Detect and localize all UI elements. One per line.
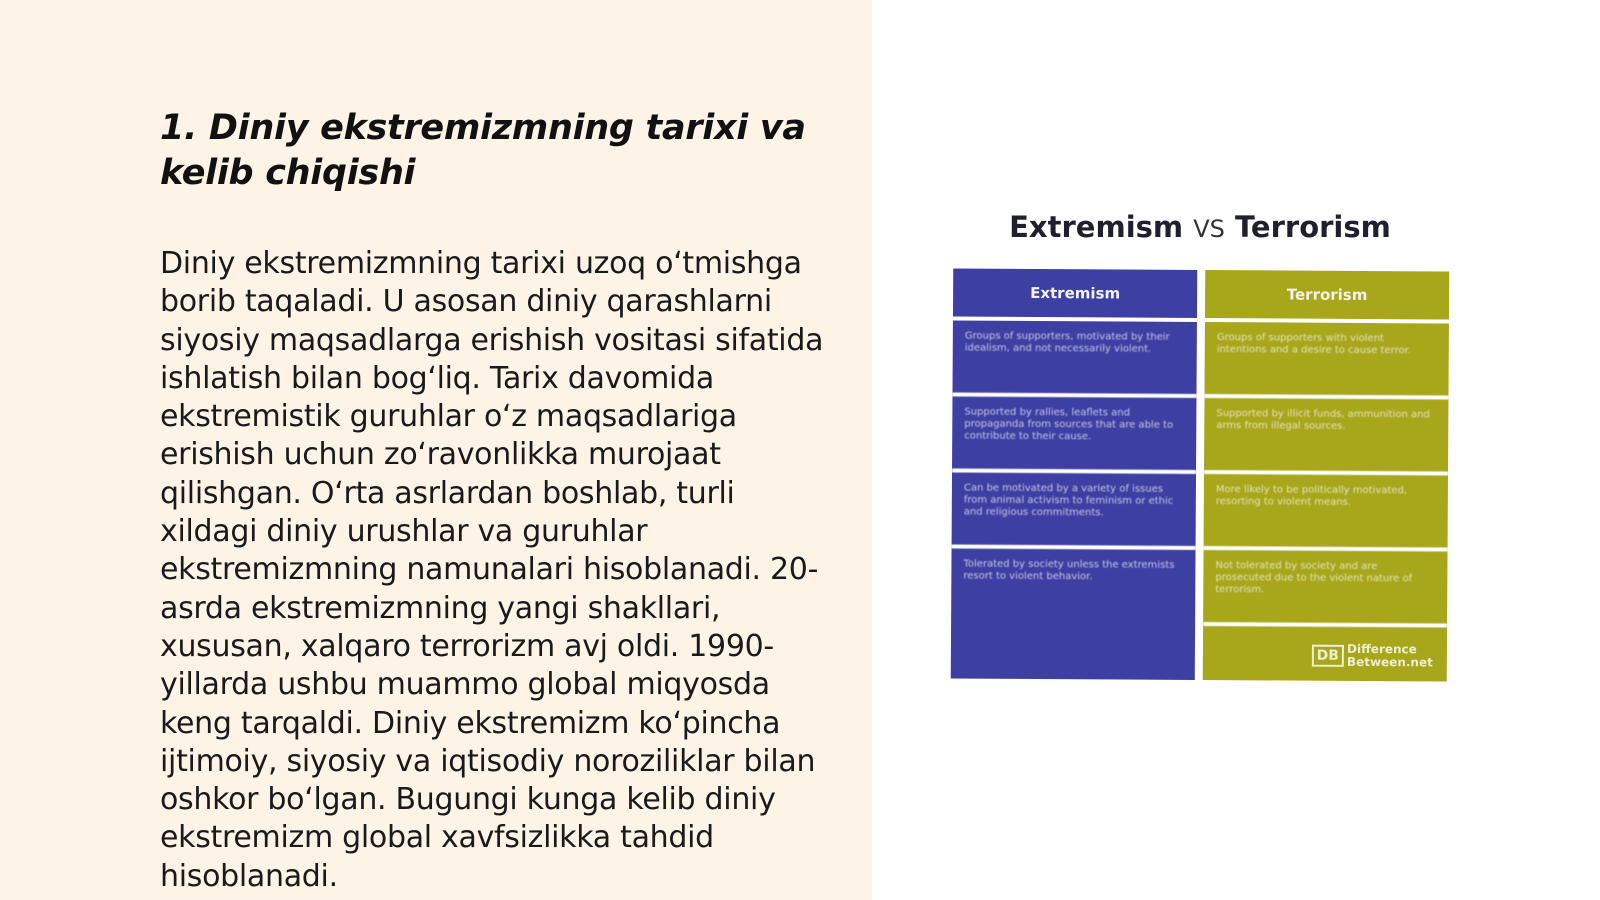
logo-line-1: Difference — [1346, 641, 1417, 657]
logo-badge: DB — [1312, 645, 1344, 667]
table-cell: Groups of supporters with violent intentions and a desire to cause terror. — [1204, 322, 1448, 399]
table-cell: Supported by rallies, leaflets and propaganda from sources that are able to contribute to their cause. — [952, 396, 1196, 473]
extremism-column — [951, 268, 1197, 679]
logo-line-2: Between.net — [1346, 654, 1433, 670]
slide-title: 1. Diniy ekstremizmning tarixi va kelib chiqishi — [160, 108, 806, 193]
image-title-right: Terrorism — [1235, 210, 1391, 244]
difference-between-logo — [1312, 643, 1433, 670]
image-title — [940, 210, 1460, 244]
column-header: Extremism — [953, 268, 1197, 321]
table-cell: Groups of supporters, motivated by their idealism, and not necessarily violent. — [952, 320, 1196, 397]
table-cell: Not tolerated by society and are prosecuted due to the violent nature of terrorism. — [1203, 550, 1447, 627]
column-header: Terrorism — [1205, 270, 1449, 323]
image-title-left: Extremism — [1009, 210, 1184, 244]
terrorism-column — [1203, 270, 1450, 681]
comparison-table — [951, 268, 1449, 681]
image-title-vs: VS — [1193, 215, 1225, 243]
table-cell: More likely to be politically motivated, resorting to violent means. — [1204, 474, 1448, 551]
table-cell: Can be motivated by a variety of issues from animal activism to feminism or ethic and religious commitments. — [952, 472, 1196, 549]
extremism-vs-terrorism-image — [940, 200, 1460, 690]
table-cell: Tolerated by society unless the extremists resort to violent behavior. — [963, 558, 1175, 583]
slide-body-text: Diniy ekstremizmning tarixi uzoq oʻtmishga borib taqaladi. U asosan diniy qarashlarni siyosiy maqsadlarga erishish vositasi sifatida ishlatish bilan bogʻliq. Tarix davomida ekstremistik guruhlar oʻz maqsadlariga erishish uchun zoʻravonlikka murojaat qilishgan. Oʻrta asrlardan boshlab, turli xildagi diniy urushlar va guruhlar ekstremizmning namunalari hisoblanadi. 20-asrda ekstremizmning yangi shakllari, xususan, xalqaro terrorizm avj oldi. 1990-yillarda ushbu muammo global miqyosda keng tarqaldi. Diniy ekstremizm koʻpincha ijtimoiy, siyosiy va iqtisodiy noroziliklar bilan oshkor boʻlgan. Bugungi kunga kelib diniy ekstremizm global xavfsizlikka tahdid hisoblanadi. — [160, 246, 824, 894]
table-cell: Supported by illicit funds, ammunition and arms from illegal sources. — [1204, 398, 1448, 475]
